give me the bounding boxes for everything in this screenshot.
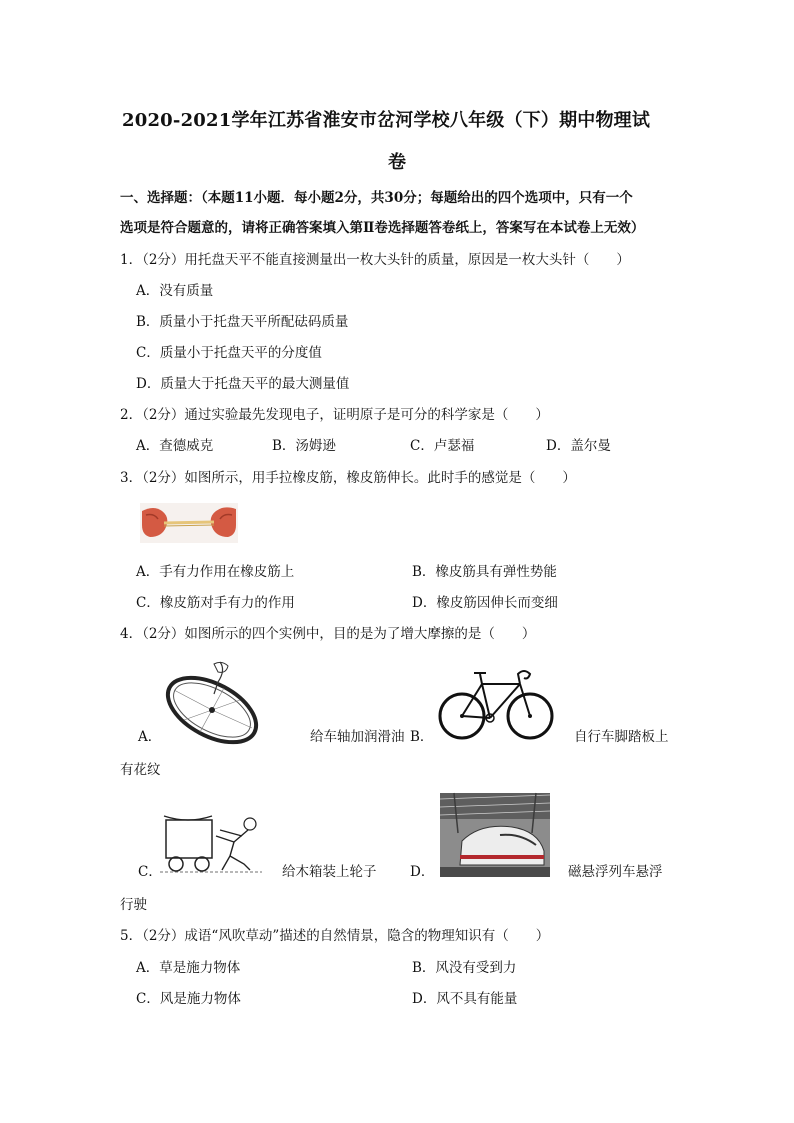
wheel-oiling-image [160, 660, 260, 742]
maglev-train-image [440, 793, 550, 877]
section-heading-line1: 一、选择题：（本题11小题．每小题2分，共30分；每题给出的四个选项中，只有一个 [120, 190, 633, 206]
question-3-option-c: C．橡皮筋对手有力的作用 [136, 595, 295, 611]
question-1-stem: 1．（2分）用托盘天平不能直接测量出一枚大头针的质量，原因是一枚大头针（ ） [120, 252, 630, 268]
question-5-option-c: C．风是施力物体 [136, 991, 241, 1007]
question-4-stem: 4．（2分）如图所示的四个实例中，目的是为了增大摩擦的是（ ） [120, 626, 536, 642]
question-3-option-a: A．手有力作用在橡皮筋上 [136, 564, 295, 580]
question-5-option-d: D．风不具有能量 [412, 991, 518, 1007]
question-2-option-b: B．汤姆逊 [272, 438, 336, 454]
section-heading-line2: 选项是符合题意的，请将正确答案填入第Ⅱ卷选择题答卷纸上，答案写在本试卷上无效） [120, 220, 645, 236]
question-5-stem: 5．（2分）成语“风吹草动”描述的自然情景，隐含的物理知识有（ ） [120, 928, 550, 944]
question-3-stem: 3．（2分）如图所示，用手拉橡皮筋，橡皮筋伸长。此时手的感觉是（ ） [120, 470, 576, 486]
question-4-option-b-label: B． [410, 729, 434, 745]
question-1-option-c: C．质量小于托盘天平的分度值 [136, 345, 322, 361]
bicycle-image [438, 660, 554, 742]
question-2-stem: 2．（2分）通过实验最先发现电子，证明原子是可分的科学家是（ ） [120, 407, 549, 423]
box-on-wheels-image [160, 806, 262, 878]
exam-title-line1: 2020-2021学年江苏省淮安市岔河学校八年级（下）期中物理试 [122, 110, 651, 131]
question-5-option-b: B．风没有受到力 [412, 960, 517, 976]
question-5-option-a: A．草是施力物体 [136, 960, 241, 976]
question-4-option-d-text-continued: 行驶 [120, 897, 147, 913]
question-2-option-d: D．盖尔曼 [546, 438, 611, 454]
question-1-option-a: A．没有质量 [136, 283, 214, 299]
question-3-option-d: D．橡皮筋因伸长而变细 [412, 595, 558, 611]
question-3-option-b: B．橡皮筋具有弹性势能 [412, 564, 557, 580]
question-4-option-b-text-continued: 有花纹 [120, 762, 161, 778]
rubber-band-hands-image [140, 503, 238, 543]
question-4-option-a-text: 给车轴加润滑油 [310, 729, 405, 745]
question-4-option-b-text: 自行车脚踏板上 [574, 729, 669, 745]
question-4-option-c-label: C． [138, 864, 162, 880]
question-1-option-b: B．质量小于托盘天平所配砝码质量 [136, 314, 349, 330]
question-2-option-a: A．查德威克 [136, 438, 214, 454]
question-1-option-d: D．质量大于托盘天平的最大测量值 [136, 376, 350, 392]
question-4-option-c-text: 给木箱装上轮子 [282, 864, 377, 880]
question-4-option-a-label: A． [138, 729, 162, 745]
question-2-option-c: C．卢瑟福 [410, 438, 475, 454]
question-4-option-d-text: 磁悬浮列车悬浮 [568, 864, 663, 880]
question-4-option-d-label: D． [410, 864, 435, 880]
exam-title-line2: 卷 [388, 152, 407, 173]
